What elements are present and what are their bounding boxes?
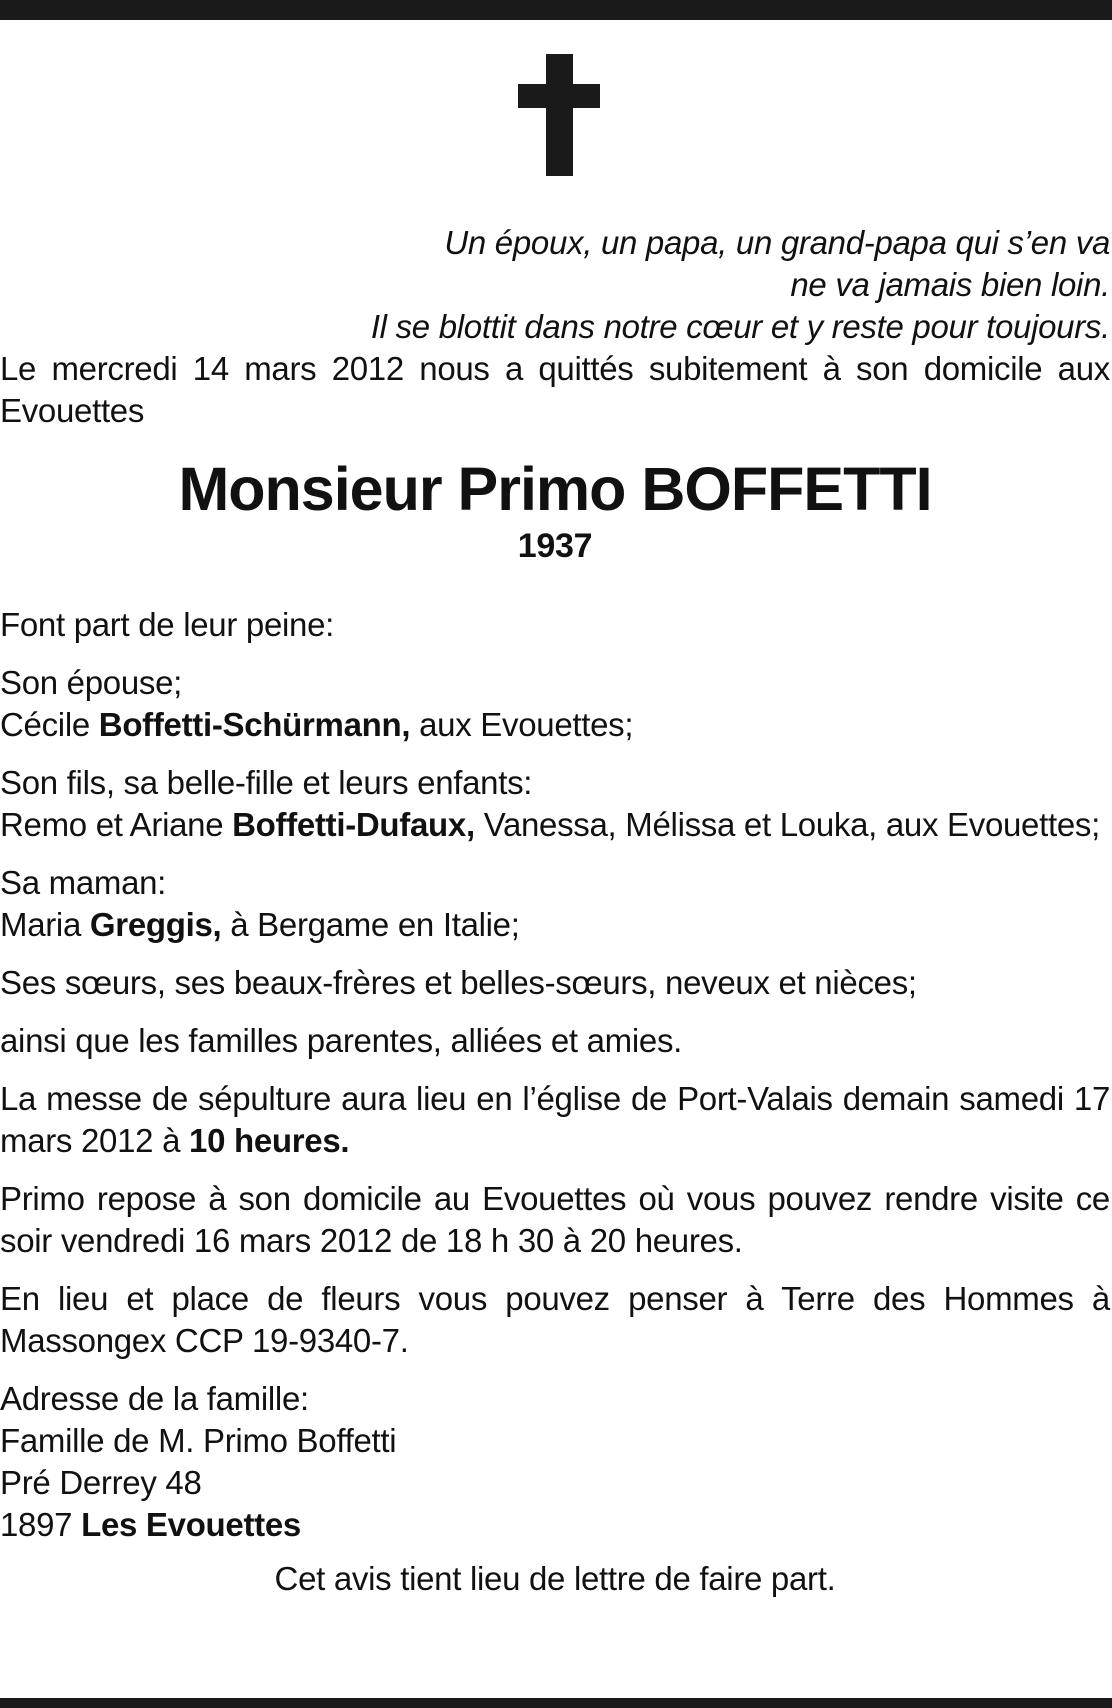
spouse-role: Son épouse; xyxy=(0,664,183,701)
mother-rest: à Bergame en Italie; xyxy=(230,906,520,943)
birth-year: 1937 xyxy=(517,527,593,565)
quote-line: Il se blottit dans notre cœur et y reste pour toujours. xyxy=(370,308,1110,345)
death-announcement: Le mercredi 14 mars 2012 nous a quittés subitement à son domicile aux Evouettes xyxy=(0,350,1110,429)
son-rest: Vanessa, Mélissa et Louka, aux Evouettes; xyxy=(483,806,1100,843)
footer-note: Cet avis tient lieu de lettre de faire part. xyxy=(274,1560,836,1597)
address-line: Famille de M. Primo Boffetti xyxy=(0,1422,397,1459)
epitaph-quote xyxy=(0,222,1110,348)
mother-role: Sa maman: xyxy=(0,864,167,901)
address-label: Adresse de la famille: xyxy=(0,1380,309,1417)
family-address xyxy=(0,1378,1110,1546)
address-line: Pré Derrey 48 xyxy=(0,1464,202,1501)
quote-line: Un époux, un papa, un grand-papa qui s’en va xyxy=(444,224,1110,261)
son-role: Son fils, sa belle-fille et leurs enfants: xyxy=(0,764,533,801)
spouse-entry xyxy=(0,662,1110,746)
top-rule xyxy=(0,0,1112,20)
cross-icon xyxy=(518,54,600,176)
address-city: Les Evouettes xyxy=(81,1506,301,1543)
flowers-info: En lieu et place de fleurs vous pouvez penser à Terre des Hommes à Massongex CCP 19-9340-7. xyxy=(0,1280,1110,1359)
mother-entry xyxy=(0,862,1110,946)
son-surname: Boffetti-Dufaux, xyxy=(232,806,475,843)
mass-text: La messe de sépulture aura lieu en l’église de Port-Valais demain samedi 17 mars 2012 à xyxy=(0,1080,1110,1159)
visit-info: Primo repose à son domicile au Evouettes où vous pouvez rendre visite ce soir vendredi 16 mars 2012 de 18 h 30 à 20 heures. xyxy=(0,1180,1110,1259)
mass-info xyxy=(0,1078,1110,1162)
mourners-heading: Font part de leur peine: xyxy=(0,606,335,643)
bottom-rule xyxy=(0,1698,1112,1708)
son-first: Remo et Ariane xyxy=(0,806,224,843)
spouse-rest: aux Evouettes; xyxy=(419,706,634,743)
obituary-content xyxy=(0,222,1110,1600)
quote-line: ne va jamais bien loin. xyxy=(790,266,1110,303)
mother-first: Maria xyxy=(0,906,82,943)
mother-surname: Greggis, xyxy=(89,906,222,943)
address-postcode: 1897 xyxy=(0,1506,73,1543)
families-entry: ainsi que les familles parentes, alliées et amies. xyxy=(0,1022,683,1059)
siblings-entry: Ses sœurs, ses beaux-frères et belles-sœurs, neveux et nièces; xyxy=(0,964,917,1001)
son-entry xyxy=(0,762,1110,846)
mass-time: 10 heures. xyxy=(189,1122,350,1159)
spouse-first: Cécile xyxy=(0,706,90,743)
spouse-surname: Boffetti-Schürmann, xyxy=(98,706,411,743)
deceased-name: Monsieur Primo BOFFETTI xyxy=(178,455,932,523)
